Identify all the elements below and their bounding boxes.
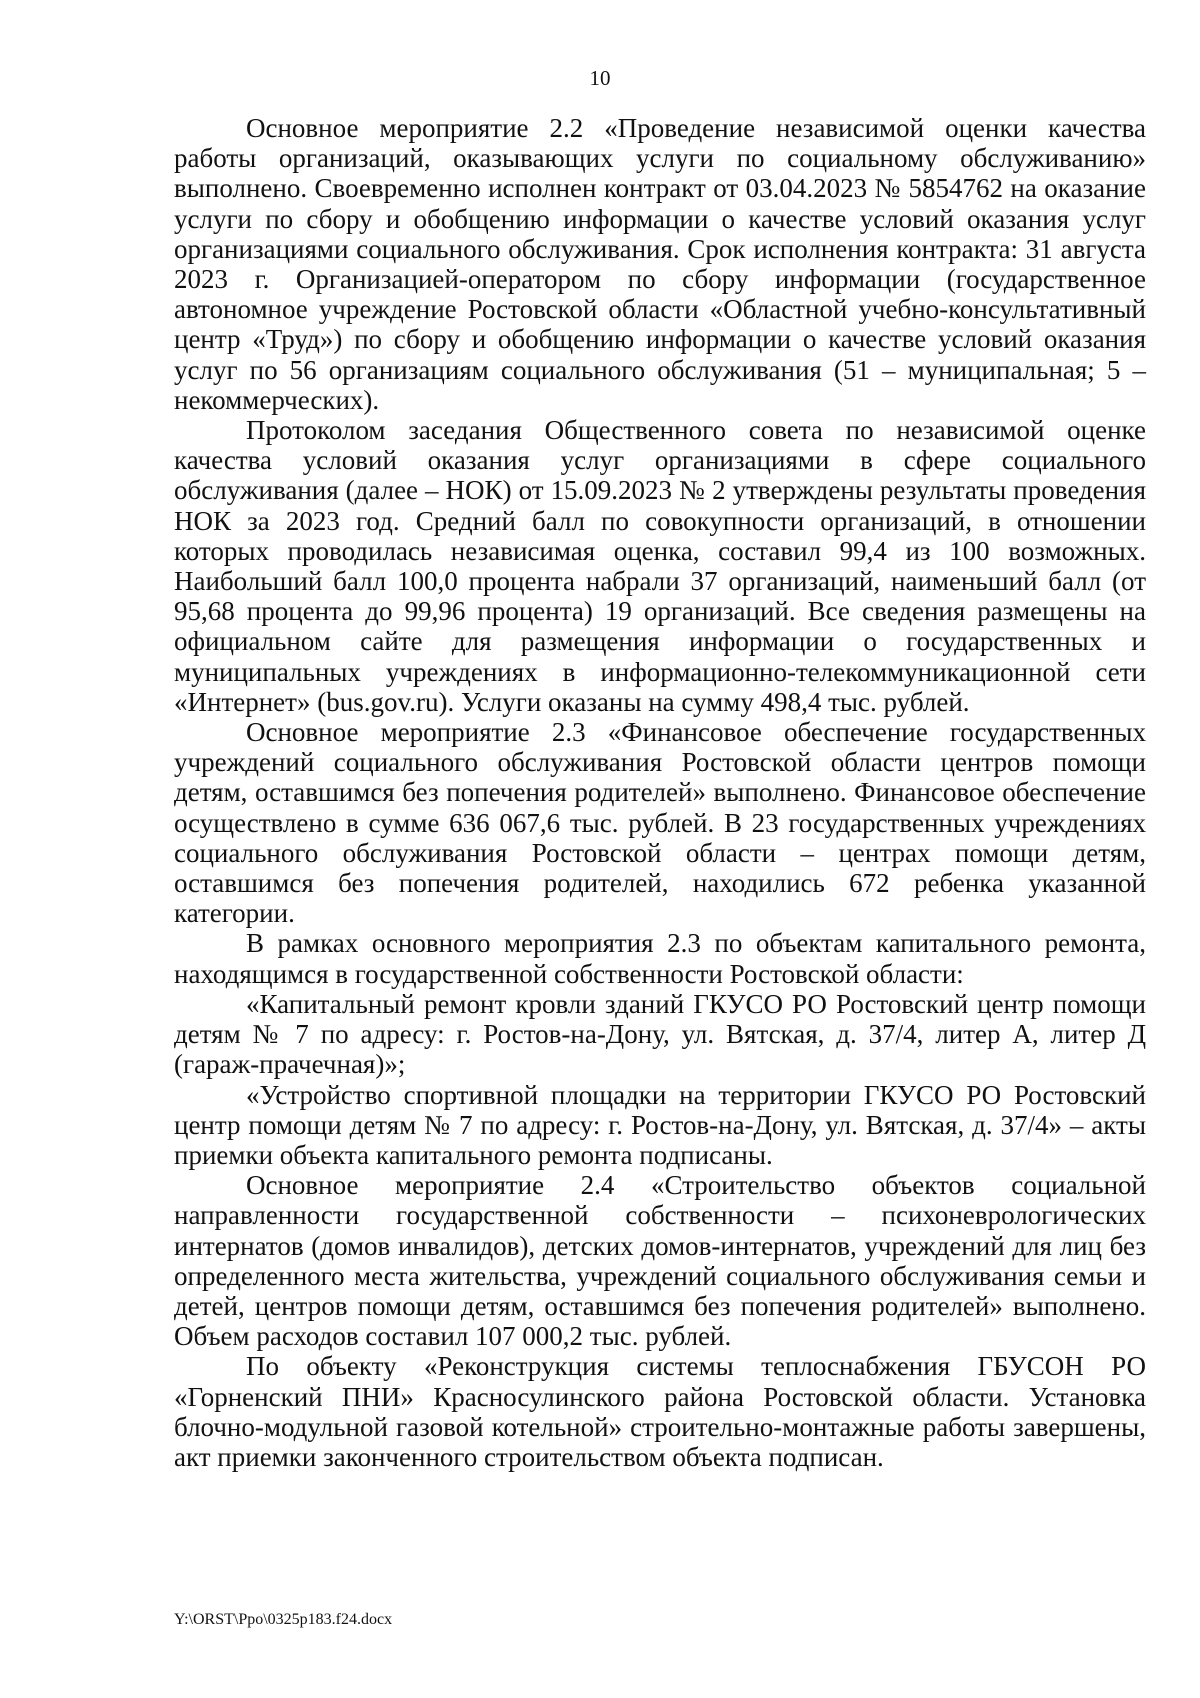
paragraph-measure-2-4: Основное мероприятие 2.4 «Строительство объектов социальной направленности государственной собственности – психоневрологических интернатов (домов инвалидов), детских домов-интернатов, учреждений для лиц без определенного места жительства, учреждений социального обслуживания семьи и детей, центров помощи детям, оставшимся без попечения родителей» выполнено. Объем расходов составил 107 000,2 тыс. рублей. <box>174 1170 1146 1352</box>
footer-file-path: Y:\ORST\Ppo\0325p183.f24.docx <box>174 1611 393 1628</box>
page-number: 10 <box>589 66 611 90</box>
paragraph-capital-repair-intro: В рамках основного мероприятия 2.3 по объектам капитального ремонта, находящимся в государственной собственности Ростовской области: <box>174 928 1146 989</box>
paragraph-measure-2-2: Основное мероприятие 2.2 «Проведение независимой оценки качества работы организаций, оказывающих услуги по социальному обслуживанию» выполнено. Своевременно исполнен контракт от 03.04.2023 № 5854762 на оказание услуги по сбору и обобщению информации о качестве условий оказания услуг организациями социального обслуживания. Срок исполнения контракта: 31 августа 2023 г. Организацией-оператором по сбору информации (государственное автономное учреждение Ростовской области «Областной учебно-консультативный центр «Труд») по сбору и обобщению информации о качестве условий оказания услуг по 56 организациям социального обслуживания (51 – муниципальная; 5 – некоммерческих). <box>174 113 1146 415</box>
paragraph-heating-reconstruction: По объекту «Реконструкция системы теплоснабжения ГБУСОН РО «Горненский ПНИ» Красносулинского района Ростовской области. Установка блочно-модульной газовой котельной» строительно-монтажные работы завершены, акт приемки законченного строительством объекта подписан. <box>174 1351 1146 1472</box>
document-body <box>174 113 1146 1472</box>
paragraph-sports-ground: «Устройство спортивной площадки на территории ГКУСО РО Ростовский центр помощи детям № 7 по адресу: г. Ростов-на-Дону, ул. Вятская, д. 37/4» – акты приемки объекта капитального ремонта подписаны. <box>174 1079 1146 1170</box>
paragraph-measure-2-3: Основное мероприятие 2.3 «Финансовое обеспечение государственных учреждений социального обслуживания Ростовской области центров помощи детям, оставшимся без попечения родителей» выполнено. Финансовое обеспечение осуществлено в сумме 636 067,6 тыс. рублей. В 23 государственных учреждениях социального обслуживания Ростовской области – центрах помощи детям, оставшимся без попечения родителей, находились 672 ребенка указанной категории. <box>174 717 1146 929</box>
paragraph-nok-protocol: Протоколом заседания Общественного совета по независимой оценке качества условий оказания услуг организациями в сфере социального обслуживания (далее – НОК) от 15.09.2023 № 2 утверждены результаты проведения НОК за 2023 год. Средний балл по совокупности организаций, в отношении которых проводилась независимая оценка, составил 99,4 из 100 возможных. Наибольший балл 100,0 процента набрали 37 организаций, наименьший балл (от 95,68 процента до 99,96 процента) 19 организаций. Все сведения размещены на официальном сайте для размещения информации о государственных и муниципальных учреждениях в информационно-телекоммуникационной сети «Интернет» (bus.gov.ru). Услуги оказаны на сумму 498,4 тыс. рублей. <box>174 415 1146 717</box>
paragraph-roof-repair: «Капитальный ремонт кровли зданий ГКУСО РО Ростовский центр помощи детям № 7 по адресу: г. Ростов-на-Дону, ул. Вятская, д. 37/4, литер А, литер Д (гараж-прачечная)»; <box>174 988 1146 1080</box>
